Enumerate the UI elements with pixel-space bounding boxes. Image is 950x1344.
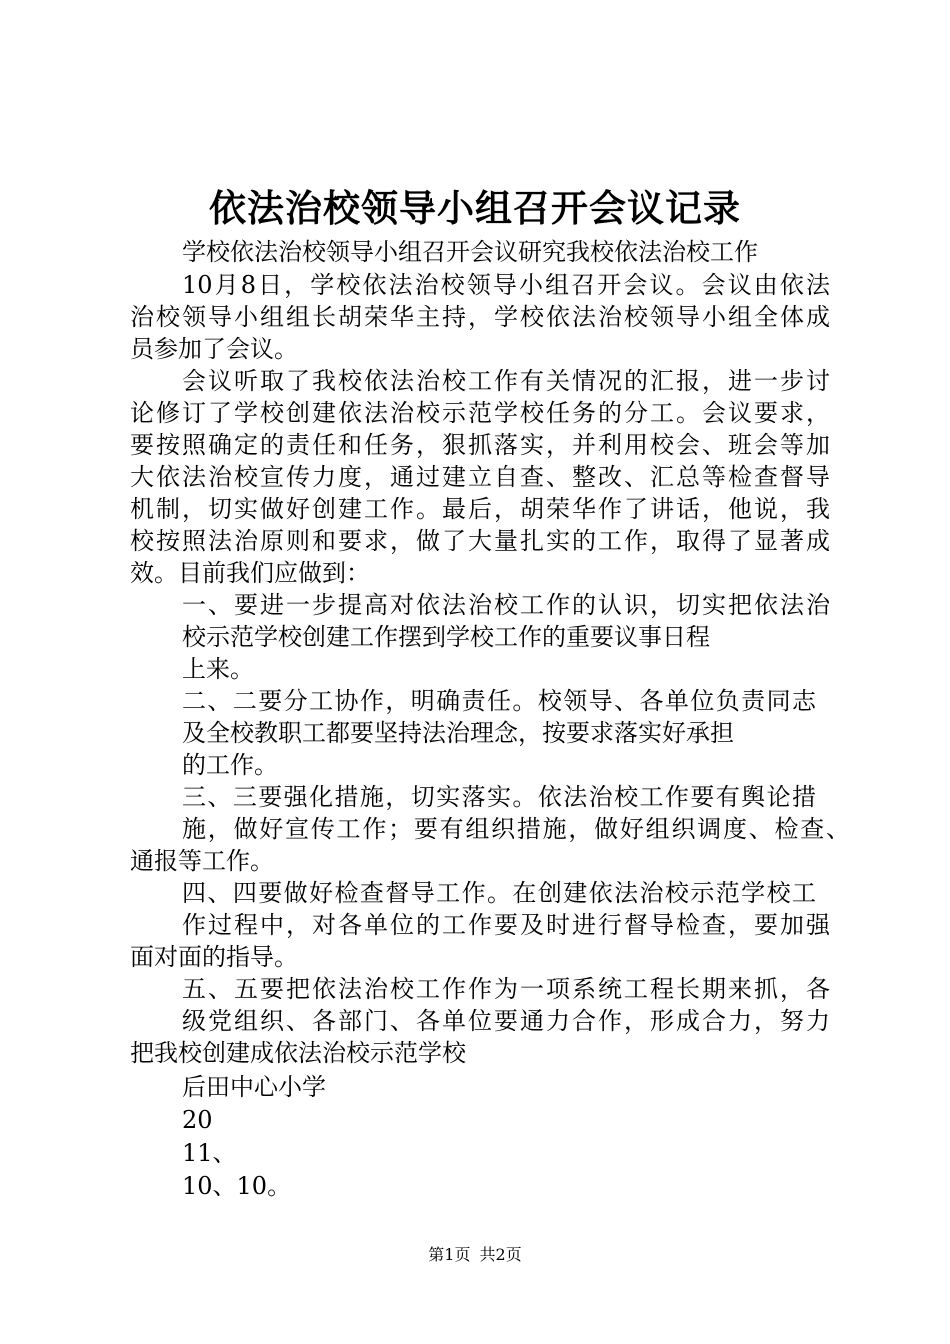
body-line: 二、二要分工协作，明确责任。校领导、各单位负责同志 [182, 687, 816, 715]
body-line: 会议听取了我校依法治校工作有关情况的汇报，进一步讨 [182, 367, 830, 395]
body-line: 通报等工作。 [130, 847, 274, 875]
document-title: 依法治校领导小组召开会议记录 [209, 186, 741, 230]
body-line: 五、五要把依法治校工作作为一项系统工程长期来抓，各 [182, 975, 830, 1003]
body-line: 四、四要做好检查督导工作。在创建依法治校示范学校工 [182, 879, 816, 907]
body-line: 论修订了学校创建依法治校示范学校任务的分工。会议要求， [130, 399, 830, 427]
page-number: 第1页 [428, 1245, 471, 1264]
body-line: 上来。 [182, 655, 254, 683]
body-line: 10月8日，学校依法治校领导小组召开会议。会议由依法 [182, 271, 830, 299]
body-line: 机制，切实做好创建工作。最后，胡荣华作了讲话，他说，我 [130, 495, 830, 523]
body-line: 大依法治校宣传力度，通过建立自查、整改、汇总等检查督导 [130, 463, 830, 491]
body-line: 校按照法治原则和要求，做了大量扎实的工作，取得了显著成 [130, 527, 830, 555]
body-line: 面对面的指导。 [130, 943, 298, 971]
body-line: 学校依法治校领导小组召开会议研究我校依法治校工作 [182, 238, 758, 266]
page-total: 共2页 [479, 1245, 522, 1264]
body-line: 及全校教职工都要坚持法治理念，按要求落实好承担 [182, 719, 734, 747]
body-line: 的工作。 [182, 751, 278, 779]
body-line: 级党组织、各部门、各单位要通力合作，形成合力，努力 [182, 1007, 830, 1035]
body-line: 把我校创建成依法治校示范学校 [130, 1039, 466, 1067]
signature-date-part: 11、 [182, 1139, 237, 1167]
signature-date-part: 10、10。 [182, 1172, 292, 1200]
signature-school: 后田中心小学 [182, 1073, 326, 1101]
body-line: 一、要进一步提高对依法治校工作的认识，切实把依法治 [182, 591, 830, 619]
body-line: 作过程中，对各单位的工作要及时进行督导检查，要加强 [182, 911, 830, 939]
body-line: 要按照确定的责任和任务，狠抓落实，并利用校会、班会等加 [130, 431, 830, 459]
body-line: 治校领导小组组长胡荣华主持，学校依法治校领导小组全体成 [130, 303, 830, 331]
signature-date-part: 20 [182, 1106, 213, 1134]
body-line: 三、三要强化措施，切实落实。依法治校工作要有舆论措 [182, 783, 816, 811]
body-line: 施，做好宣传工作；要有组织措施，做好组织调度、检查、 [182, 815, 850, 843]
page-footer [0, 1245, 950, 1265]
body-line: 校示范学校创建工作摆到学校工作的重要议事日程 [182, 623, 710, 651]
body-line: 效。目前我们应做到： [130, 559, 370, 587]
body-line: 员参加了会议。 [130, 335, 298, 363]
